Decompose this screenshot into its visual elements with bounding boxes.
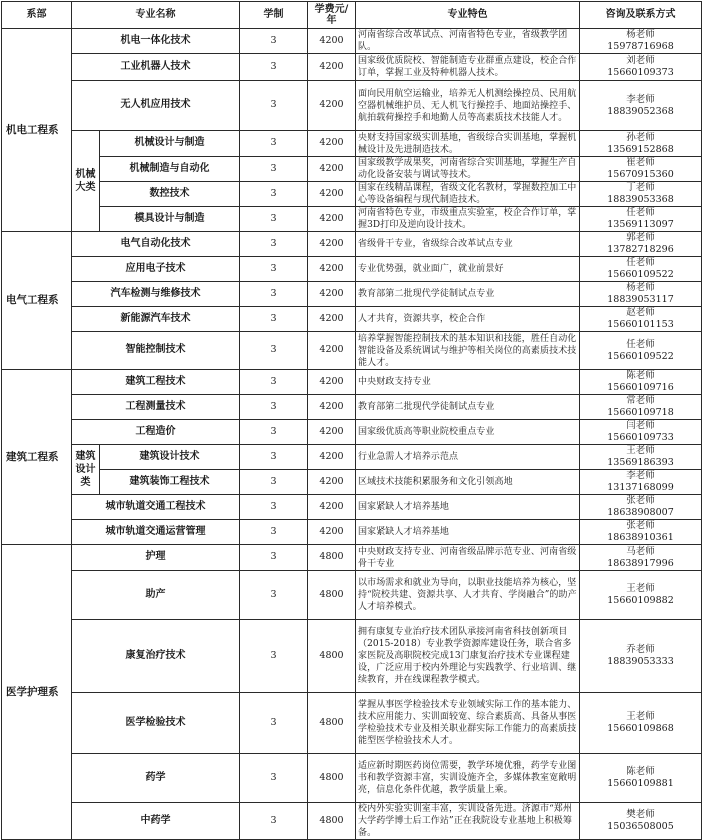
table-row xyxy=(2,307,702,332)
fee-cell: 4200 xyxy=(308,29,356,54)
table-row xyxy=(2,803,702,840)
contact-phone: 15660109868 xyxy=(607,723,674,734)
years-cell: 3 xyxy=(240,54,308,81)
table-row xyxy=(2,131,702,157)
table-row xyxy=(2,470,702,495)
fee-cell: 4800 xyxy=(308,754,356,803)
contact-cell xyxy=(580,620,702,693)
feature-cell: 国家级优质院校、智能制造专业群重点建设，校企合作订单，掌握工业及特种机器人技术。 xyxy=(356,54,580,81)
fee-cell: 4800 xyxy=(308,693,356,754)
major-name: 数控技术 xyxy=(100,182,240,207)
contact-phone: 13782718296 xyxy=(607,244,674,255)
contact-name: 李老师 xyxy=(626,93,655,105)
fee-cell: 4200 xyxy=(308,282,356,307)
major-name: 建筑装饰工程技术 xyxy=(100,470,240,495)
feature-cell: 校内外实验实训室丰富，实训设备先进。济源市“郑州大学药学博士后工作站”正在我院设专业基地上积极筹备。 xyxy=(356,803,580,840)
table-row xyxy=(2,571,702,620)
major-name: 助产 xyxy=(72,571,240,620)
contact-cell xyxy=(580,370,702,395)
header-row xyxy=(2,2,702,29)
fee-cell: 4800 xyxy=(308,571,356,620)
contact-phone: 18839053333 xyxy=(607,656,674,667)
feature-cell: 培养掌握智能控制技术的基本知识和技能，胜任自动化智能设备及系统调试与维护等相关岗位的高素质技术技能人才。 xyxy=(356,332,580,370)
contact-cell xyxy=(580,232,702,257)
table-row xyxy=(2,257,702,282)
contact-cell xyxy=(580,545,702,571)
majors-table xyxy=(1,1,702,840)
years-cell: 3 xyxy=(240,754,308,803)
years-cell: 3 xyxy=(240,545,308,571)
dept-dianqi: 电气工程系 xyxy=(2,232,72,370)
years-cell: 3 xyxy=(240,395,308,420)
years-cell: 3 xyxy=(240,693,308,754)
contact-cell xyxy=(580,571,702,620)
fee-cell: 4200 xyxy=(308,495,356,520)
table-row xyxy=(2,520,702,545)
contact-name: 乔老师 xyxy=(626,644,655,655)
table-row xyxy=(2,754,702,803)
major-name: 工程测量技术 xyxy=(72,395,240,420)
contact-cell xyxy=(580,282,702,307)
major-name: 电气自动化技术 xyxy=(72,232,240,257)
header-contact: 咨询及联系方式 xyxy=(580,2,702,29)
contact-name: 任老师 xyxy=(626,257,655,268)
feature-cell: 国家在线精品课程，省级文化名教材，掌握数控加工中心等设备编程与现代制造技术。 xyxy=(356,182,580,207)
contact-name: 任老师 xyxy=(626,207,655,218)
contact-phone: 13569186393 xyxy=(607,457,674,468)
contact-name: 常老师 xyxy=(626,395,655,406)
fee-cell: 4200 xyxy=(308,520,356,545)
fee-cell: 4200 xyxy=(308,420,356,445)
contact-cell xyxy=(580,693,702,754)
contact-phone: 15660109522 xyxy=(607,269,674,280)
fee-cell: 4800 xyxy=(308,545,356,571)
contact-phone: 13137168099 xyxy=(607,482,674,493)
contact-name: 崔老师 xyxy=(626,157,655,168)
table-row xyxy=(2,545,702,571)
major-name: 医学检验技术 xyxy=(72,693,240,754)
contact-cell xyxy=(580,332,702,370)
header-feature: 专业特色 xyxy=(356,2,580,29)
years-cell: 3 xyxy=(240,81,308,131)
feature-cell: 人才共育，资源共享，校企合作 xyxy=(356,307,580,332)
years-cell: 3 xyxy=(240,520,308,545)
contact-name: 张老师 xyxy=(626,520,655,531)
contact-name: 刘老师 xyxy=(626,55,655,66)
fee-cell: 4200 xyxy=(308,157,356,182)
major-name: 建筑工程技术 xyxy=(72,370,240,395)
contact-cell xyxy=(580,395,702,420)
feature-cell: 区域技术技能积累服务和文化引领高地 xyxy=(356,470,580,495)
contact-cell xyxy=(580,157,702,182)
feature-cell: 教育部第二批现代学徒制试点专业 xyxy=(356,282,580,307)
contact-cell xyxy=(580,131,702,157)
contact-phone: 18839053117 xyxy=(607,294,674,305)
contact-name: 王老师 xyxy=(626,583,655,594)
fee-cell: 4200 xyxy=(308,257,356,282)
table-row xyxy=(2,395,702,420)
dept-yixue: 医学护理系 xyxy=(2,545,72,840)
contact-cell xyxy=(580,495,702,520)
fee-cell: 4200 xyxy=(308,232,356,257)
contact-cell xyxy=(580,29,702,54)
contact-name: 李老师 xyxy=(626,470,655,481)
fee-cell: 4800 xyxy=(308,803,356,840)
years-cell: 3 xyxy=(240,182,308,207)
contact-phone: 13569152868 xyxy=(607,143,674,155)
fee-cell: 4800 xyxy=(308,620,356,693)
years-cell: 3 xyxy=(240,332,308,370)
contact-name: 任老师 xyxy=(626,338,655,350)
contact-name: 张老师 xyxy=(626,495,655,506)
fee-cell: 4200 xyxy=(308,182,356,207)
contact-cell xyxy=(580,520,702,545)
major-name: 无人机应用技术 xyxy=(72,81,240,131)
contact-name: 樊老师 xyxy=(626,809,655,820)
feature-cell: 央财支持国家级实训基地，省级综合实训基地，掌握机械设计及先进制造技术。 xyxy=(356,131,580,157)
contact-name: 丁老师 xyxy=(626,182,655,193)
contact-phone: 15670915360 xyxy=(607,169,674,180)
major-name: 智能控制技术 xyxy=(72,332,240,370)
years-cell: 3 xyxy=(240,420,308,445)
fee-cell: 4200 xyxy=(308,445,356,470)
major-name: 机械制造与自动化 xyxy=(100,157,240,182)
major-name: 工业机器人技术 xyxy=(72,54,240,81)
years-cell: 3 xyxy=(240,470,308,495)
fee-cell: 4200 xyxy=(308,54,356,81)
contact-name: 闫老师 xyxy=(626,420,655,431)
contact-phone: 15660109373 xyxy=(607,67,674,78)
header-dept: 系部 xyxy=(2,2,72,29)
contact-name: 郭老师 xyxy=(626,232,655,243)
major-name: 汽车检测与维修技术 xyxy=(72,282,240,307)
contact-name: 马老师 xyxy=(626,545,655,557)
fee-cell: 4200 xyxy=(308,370,356,395)
contact-phone: 15978716968 xyxy=(607,41,674,52)
contact-cell xyxy=(580,207,702,232)
major-name: 康复治疗技术 xyxy=(72,620,240,693)
table-row xyxy=(2,370,702,395)
table-row xyxy=(2,207,702,232)
major-name: 城市轨道交通工程技术 xyxy=(72,495,240,520)
table-row xyxy=(2,81,702,131)
contact-phone: 15660109718 xyxy=(607,407,674,418)
years-cell: 3 xyxy=(240,620,308,693)
contact-phone: 15660109882 xyxy=(607,595,674,606)
contact-phone: 15660109881 xyxy=(607,778,674,789)
contact-name: 陈老师 xyxy=(626,766,655,777)
years-cell: 3 xyxy=(240,282,308,307)
fee-cell: 4200 xyxy=(308,131,356,157)
feature-cell: 掌握从事医学检验技术专业领域实际工作的基本能力、技术应用能力、实训面较宽、综合素质高、具备从事医学检验技术专业及相关职业群实际工作能力的高素质技能型医学检验技术人才。 xyxy=(356,693,580,754)
contact-cell xyxy=(580,754,702,803)
years-cell: 3 xyxy=(240,29,308,54)
contact-phone: 15660109522 xyxy=(607,350,674,362)
years-cell: 3 xyxy=(240,307,308,332)
feature-cell: 河南省综合改革试点、河南省特色专业，省级教学团队。 xyxy=(356,29,580,54)
major-name: 工程造价 xyxy=(72,420,240,445)
dept-jidian: 机电工程系 xyxy=(2,29,72,232)
fee-cell: 4200 xyxy=(308,332,356,370)
major-name: 城市轨道交通运营管理 xyxy=(72,520,240,545)
contact-phone: 15036508005 xyxy=(607,821,674,832)
feature-cell: 省级骨干专业，省级综合改革试点专业 xyxy=(356,232,580,257)
feature-cell: 适应新时期医药岗位需要，教学环境优雅，药学专业图书和教学资源丰富，实训设施齐全，多媒体教室宽敞明亮，信息化条件优越，教学质量上乘。 xyxy=(356,754,580,803)
contact-phone: 15660101153 xyxy=(607,319,674,330)
fee-cell: 4200 xyxy=(308,307,356,332)
table-row xyxy=(2,420,702,445)
table-row xyxy=(2,445,702,470)
table-row xyxy=(2,29,702,54)
dept-jianzhu: 建筑工程系 xyxy=(2,370,72,545)
years-cell: 3 xyxy=(240,370,308,395)
contact-cell xyxy=(580,182,702,207)
header-fee: 学费元/年 xyxy=(308,2,356,29)
major-name: 护理 xyxy=(72,545,240,571)
major-name: 应用电子技术 xyxy=(72,257,240,282)
table-row xyxy=(2,182,702,207)
header-major: 专业名称 xyxy=(72,2,240,29)
years-cell: 3 xyxy=(240,495,308,520)
table-row xyxy=(2,54,702,81)
major-name: 药学 xyxy=(72,754,240,803)
fee-cell: 4200 xyxy=(308,81,356,131)
feature-cell: 国家级优质高等职业院校重点专业 xyxy=(356,420,580,445)
major-name: 中药学 xyxy=(72,803,240,840)
table-row xyxy=(2,282,702,307)
feature-cell: 中央财政支持专业、河南省级品牌示范专业、河南省级骨干专业 xyxy=(356,545,580,571)
feature-cell: 专业优势强，就业面广，就业前景好 xyxy=(356,257,580,282)
feature-cell: 中央财政支持专业 xyxy=(356,370,580,395)
table-row xyxy=(2,620,702,693)
feature-cell: 拥有康复专业治疗技术团队承接河南省科技创新项目（2015-2018）专业教学资源库建设任务，联合省多家医院及高职院校完成13门康复治疗技术专业课程建设，广泛应用于校内外理论与实践教学、行业培训、继续教育，并在线课程教学模式。 xyxy=(356,620,580,693)
feature-cell: 国家紧缺人才培养基地 xyxy=(356,520,580,545)
contact-cell xyxy=(580,81,702,131)
fee-cell: 4200 xyxy=(308,207,356,232)
contact-name: 孙老师 xyxy=(626,131,655,143)
contact-cell xyxy=(580,803,702,840)
subgroup-jixie: 机械大类 xyxy=(72,131,100,232)
years-cell: 3 xyxy=(240,571,308,620)
table-row xyxy=(2,332,702,370)
header-years: 学制 xyxy=(240,2,308,29)
years-cell: 3 xyxy=(240,445,308,470)
years-cell: 3 xyxy=(240,232,308,257)
contact-cell xyxy=(580,470,702,495)
contact-phone: 13569113097 xyxy=(607,219,674,230)
table-row xyxy=(2,232,702,257)
contact-cell xyxy=(580,54,702,81)
contact-cell xyxy=(580,445,702,470)
feature-cell: 行业急需人才培养示范点 xyxy=(356,445,580,470)
feature-cell: 以市场需求和就业为导向，以职业技能培养为核心，坚持“院校共建、资源共享、人才共育、学岗融合”的助产人才培养模式。 xyxy=(356,571,580,620)
feature-cell: 教育部第二批现代学徒制试点专业 xyxy=(356,395,580,420)
major-name: 新能源汽车技术 xyxy=(72,307,240,332)
subgroup-jianzhu-sheji: 建筑设计类 xyxy=(72,445,100,495)
fee-cell: 4200 xyxy=(308,470,356,495)
contact-name: 杨老师 xyxy=(626,282,655,293)
years-cell: 3 xyxy=(240,157,308,182)
table-row xyxy=(2,157,702,182)
contact-phone: 15660109716 xyxy=(607,382,674,393)
feature-cell: 面向民用航空运输业，培养无人机测绘操控员、民用航空器机械维护员、无人机飞行操控手、地面站操控手、航拍载荷操控手和地勤人员等高素质技术技能人才。 xyxy=(356,81,580,131)
major-name: 建筑设计技术 xyxy=(100,445,240,470)
table-row xyxy=(2,495,702,520)
feature-cell: 国家级教学成果奖，河南省综合实训基地，掌握生产自动化设备安装与调试等技术。 xyxy=(356,157,580,182)
major-name: 机械设计与制造 xyxy=(100,131,240,157)
table-row xyxy=(2,693,702,754)
contact-phone: 18839052368 xyxy=(607,105,674,117)
contact-cell xyxy=(580,420,702,445)
contact-cell xyxy=(580,257,702,282)
years-cell: 3 xyxy=(240,131,308,157)
contact-name: 赵老师 xyxy=(626,307,655,318)
contact-phone: 18638908007 xyxy=(607,507,674,518)
contact-name: 杨老师 xyxy=(626,29,655,40)
feature-cell: 河南省特色专业，市级重点实验室，校企合作订单，掌握3D打印及逆向设计技术。 xyxy=(356,207,580,232)
years-cell: 3 xyxy=(240,257,308,282)
feature-cell: 国家紧缺人才培养基地 xyxy=(356,495,580,520)
contact-cell xyxy=(580,307,702,332)
contact-phone: 18638910361 xyxy=(607,532,674,543)
fee-cell: 4200 xyxy=(308,395,356,420)
contact-name: 王老师 xyxy=(626,445,655,456)
contact-phone: 15660109733 xyxy=(607,432,674,443)
years-cell: 3 xyxy=(240,207,308,232)
contact-phone: 18638917996 xyxy=(607,557,674,569)
contact-name: 王老师 xyxy=(626,711,655,722)
contact-phone: 18839053368 xyxy=(607,194,674,205)
contact-name: 陈老师 xyxy=(626,370,655,381)
major-name: 机电一体化技术 xyxy=(72,29,240,54)
years-cell: 3 xyxy=(240,803,308,840)
major-name: 模具设计与制造 xyxy=(100,207,240,232)
